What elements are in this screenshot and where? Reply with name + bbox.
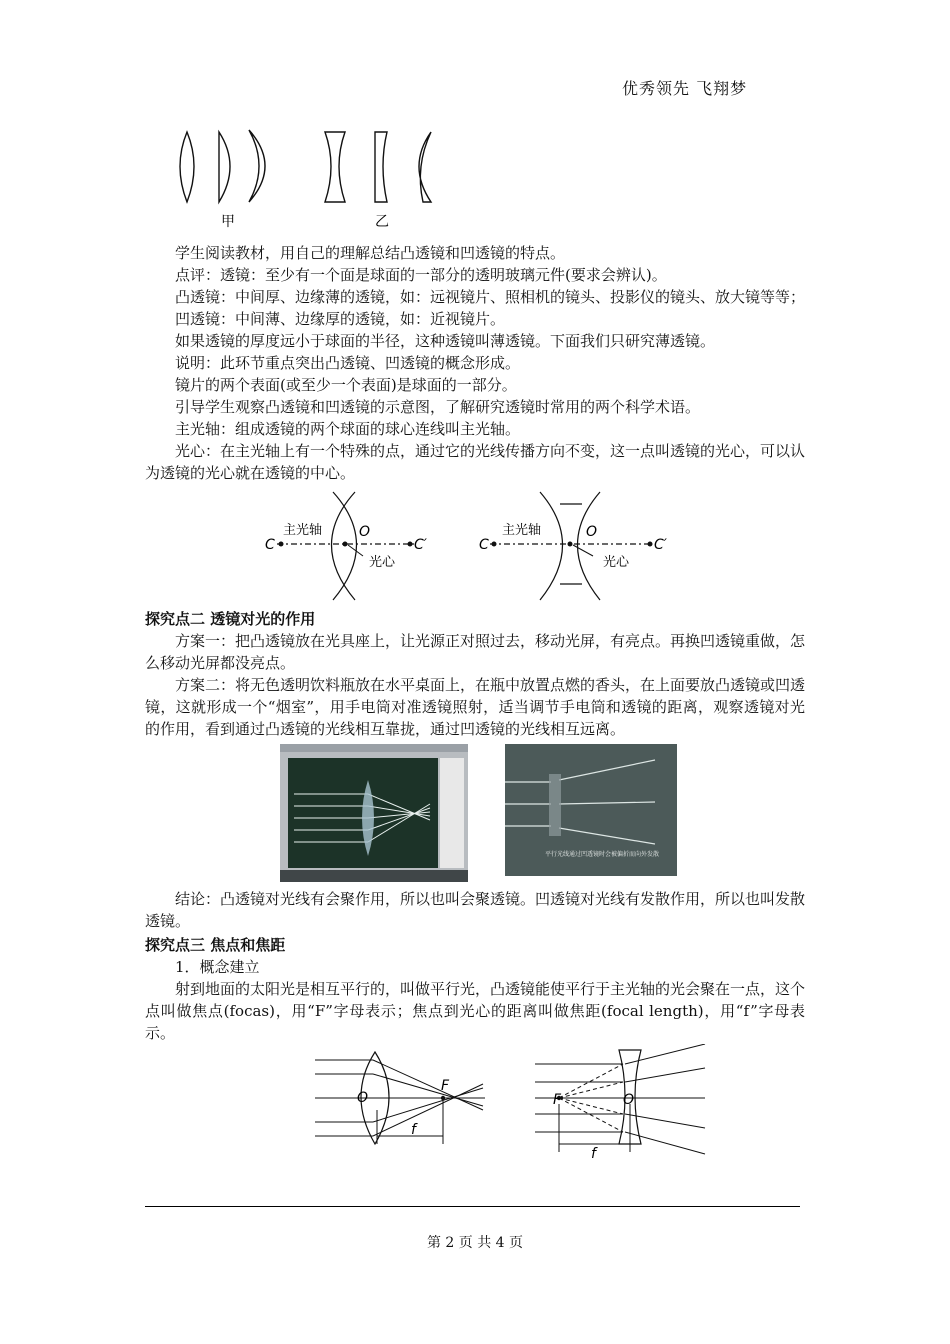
planoconcave-lens [375,132,387,202]
c-left-label: C [479,537,489,553]
o-label: O [623,1092,635,1108]
paragraph: 主光轴：组成透镜的两个球面的球心连线叫主光轴。 [175,420,521,438]
experiment-photos [145,740,805,888]
optical-center-label: 光心 [369,555,396,570]
subheading: 1．概念建立 [175,958,260,976]
page-footer: 第 2 页 共 4 页 [426,1235,524,1251]
footer-divider [145,1206,800,1207]
paragraph: 引导学生观察凸透镜和凹透镜的示意图，了解研究透镜时常用的两个科学术语。 [175,398,701,416]
biconcave-lens [325,132,345,202]
main-axis-label: 主光轴 [502,523,542,538]
paragraph: 说明：此环节重点突出凸透镜、凹透镜的概念形成。 [175,354,521,372]
o-label: O [359,524,371,540]
paragraph: 镜片的两个表面(或至少一个表面)是球面的一部分。 [175,376,517,394]
paragraph: 凹透镜：中间薄、边缘厚的透镜，如：近视镜片。 [175,310,506,328]
paragraph: 凸透镜：中间厚、边缘薄的透镜，如：远视镜片、照相机的镜头、投影仪的镜头、放大镜等等； [175,288,806,306]
focus-drawing [145,1044,805,1162]
focal-length-label: f [411,1122,416,1138]
paragraph: 光心：在主光轴上有一个特殊的点，通过它的光线传播方向不变，这一点叫透镜的光心，可以认为透镜的光心就在透镜的中心。 [145,442,806,482]
optical-center-label: 光心 [603,555,630,570]
axis-drawing [145,484,805,606]
label-convex: 甲 [221,214,235,230]
page-body [145,120,805,1162]
text-block-a [145,242,805,484]
lens-types-drawing [145,120,805,242]
meniscus-concave-lens [419,132,431,202]
paragraph: 学生阅读教材，用自己的理解总结凸透镜和凹透镜的特点。 [175,244,566,262]
concave-experiment-photo [505,744,677,876]
paragraph: 方案一：把凸透镜放在光具座上，让光源正对照过去，移动光屏，有亮点。再换凹透镜重做，怎么移动光屏都没亮点。 [145,632,806,672]
paragraph: 射到地面的太阳光是相互平行的，叫做平行光，凸透镜能使平行于主光轴的光会聚在一点，这个点叫做焦点(focas)，用“F”字母表示；焦点到光心的距离叫做焦距(focal length)，用“f”字母表示。 [145,980,806,1042]
o-label: O [357,1090,369,1106]
c-left-label: C [265,537,275,553]
section-title: 探究点二 透镜对光的作用 [145,610,316,628]
paragraph: 如果透镜的厚度远小于球面的半径，这种透镜叫薄透镜。下面我们只研究薄透镜。 [175,332,716,350]
meniscus-convex-lens [249,130,265,202]
page-header: 优秀领先 飞翔梦 [622,79,748,98]
paragraph: 方案二：将无色透明饮料瓶放在水平桌面上，在瓶中放置点燃的香头，在上面要放凸透镜或凹透镜，这就形成一个“烟室”，用手电筒对准透镜照射，适当调节手电筒和透镜的距离，观察透镜对光的作用，看到通过凸透镜的光线相互靠拢，通过凹透镜的光线相互远离。 [145,676,806,738]
convex-experiment-photo [280,744,468,882]
main-axis-label: 主光轴 [283,523,323,538]
o-label: O [586,524,598,540]
biconvex-lens [180,132,194,202]
planoconvex-lens [219,132,230,202]
paragraph: 结论：凸透镜对光线有会聚作用，所以也叫会聚透镜。凹透镜对光线有发散作用，所以也叫发散透镜。 [145,890,806,930]
c-right-label: C′ [414,537,427,553]
label-concave: 乙 [375,214,389,230]
lens-types-figure [145,120,805,242]
photo-caption: 平行光线通过凹透镜时会被偏折而向外发散 [545,851,660,858]
c-right-label: C′ [654,537,667,553]
f-point-label: F [553,1092,562,1108]
section-title: 探究点三 焦点和焦距 [145,936,286,954]
focal-length-label: f [591,1146,596,1162]
paragraph: 点评：透镜：至少有一个面是球面的一部分的透明玻璃元件(要求会辨认)。 [175,266,667,284]
f-point-label: F [441,1078,450,1094]
axis-figure [145,484,805,606]
focus-figure [145,1044,805,1162]
